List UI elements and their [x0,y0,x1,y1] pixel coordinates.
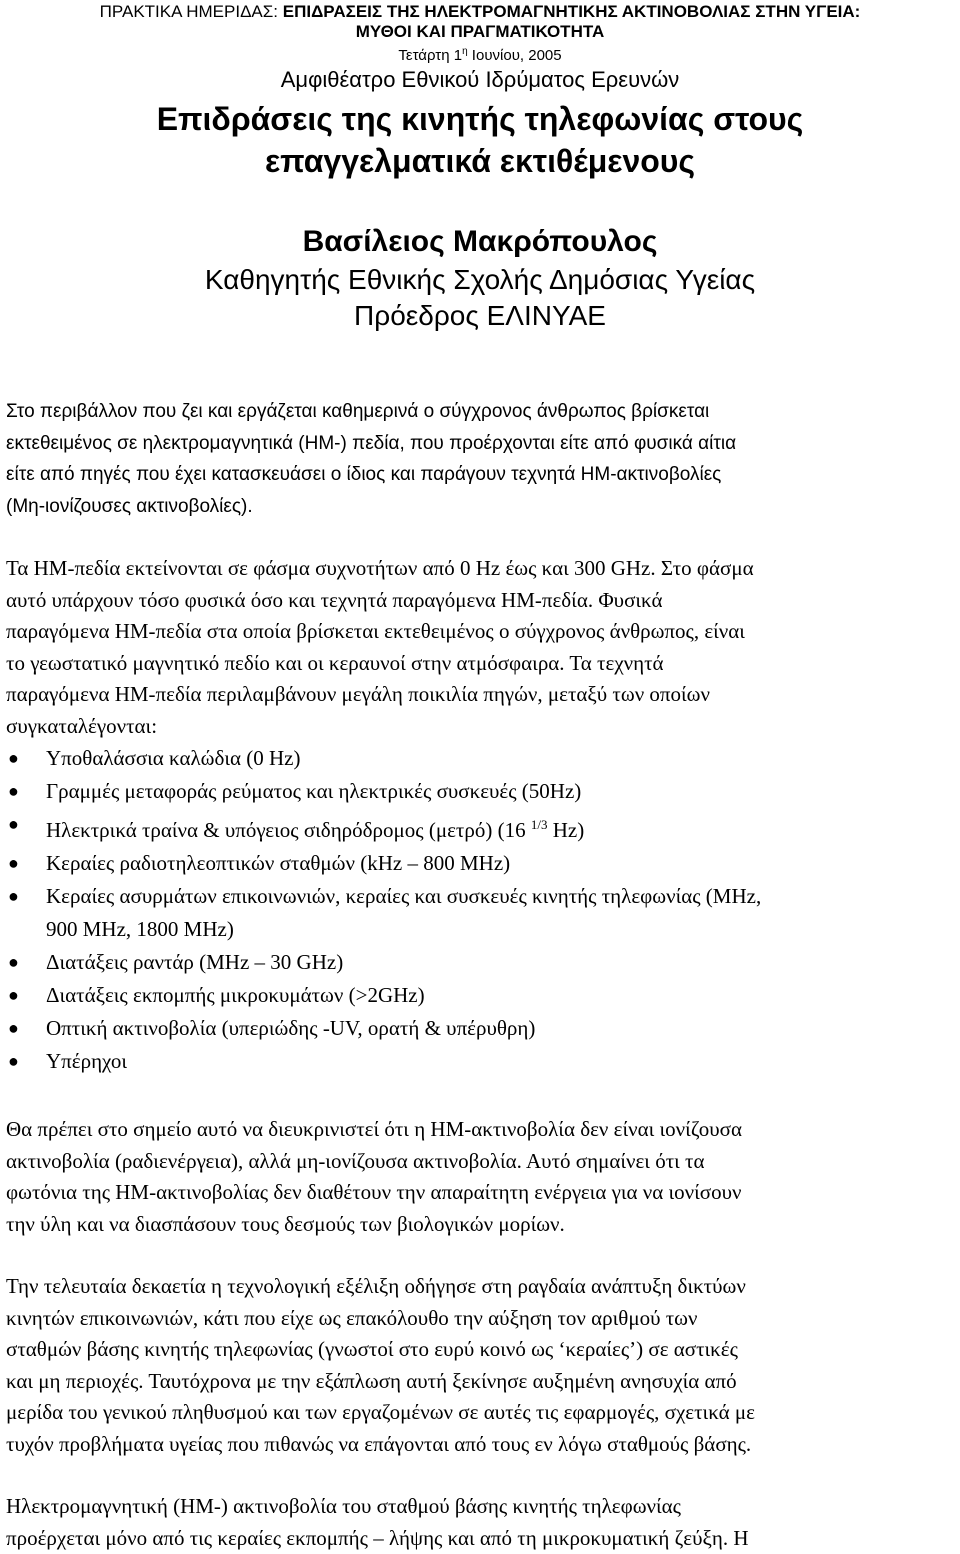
bullet-icon: ● [8,880,19,913]
paragraph-line: το γεωστατικό μαγνητικό πεδίο και οι κεραυνοί στην ατμόσφαιρα. Τα τεχνητά [6,648,954,680]
proceedings-line-1 [0,2,960,22]
paragraph-line: Στο περιβάλλον που ζει και εργάζεται καθημερινά ο σύγχρονος άνθρωπος βρίσκεται [6,396,954,428]
bullet-icon: ● [8,742,19,775]
bullet-icon: ● [8,775,19,808]
list-item [0,1012,960,1045]
paragraph-line: φωτόνια της ΗΜ-ακτινοβολίας δεν διαθέτουν την απαραίτητη ενέργεια για να ιονίσουν [6,1177,954,1209]
conference-date [0,42,960,66]
paragraph-line: (Μη-ιονίζουσες ακτινοβολίες). [6,491,954,523]
bullet-icon: ● [8,808,19,841]
list-item-text: Κεραίες ασυρμάτων επικοινωνιών, κεραίες και συσκευές κινητής τηλεφωνίας (MHz, [46,880,960,913]
paragraph-line: τυχόν προβλήματα υγείας που πιθανώς να επάγονται από τους εν λόγω σταθμούς βάσης. [6,1429,954,1461]
spectrum-paragraph [0,553,960,742]
paragraph-line: σταθμών βάσης κινητής τηλεφωνίας (γνωστοί στο ευρύ κοινό ως ‘κεραίες’) σε αστικές [6,1334,954,1366]
conference-title: ΕΠΙΔΡΑΣΕΙΣ ΤΗΣ ΗΛΕΚΤΡΟΜΑΓΝΗΤΙΚΗΣ ΑΚΤΙΝΟΒΟΛΙΑΣ ΣΤΗΝ ΥΓΕΙΑ: [283,2,861,21]
list-item-text: Διατάξεις ραντάρ (MHz – 30 GHz) [46,950,343,974]
author-name: Βασίλειος Μακρόπουλος [0,222,960,262]
paragraph-line: Θα πρέπει στο σημείο αυτό να διευκρινιστεί ότι η ΗΜ-ακτινοβολία δεν είναι ιονίζουσα [6,1114,954,1146]
paragraph-line: είτε από πηγές που έχει κατασκευάσει ο ίδιος και παράγουν τεχνητά ΗΜ-ακτινοβολίες [6,459,954,491]
paragraph-line: μερίδα του γενικού πληθυσμού και των εργαζομένων σε αυτές τις εφαρμογές, σχετικά με [6,1397,954,1429]
non-ionizing-paragraph [0,1114,960,1240]
paragraph-line: Τα ΗΜ-πεδία εκτείνονται σε φάσμα συχνοτήτων από 0 Hz έως και 300 GHz. Στο φάσμα [6,553,954,585]
paragraph-line: παραγόμενα ΗΜ-πεδία στα οποία βρίσκεται εκτεθειμένος ο σύγχρονος άνθρωπος, είναι [6,616,954,648]
author-position-2: Πρόεδρος ΕΛΙΝΥΑΕ [0,298,960,334]
author-position-1: Καθηγητής Εθνικής Σχολής Δημόσιας Υγείας [0,262,960,298]
list-item [0,979,960,1012]
list-item [0,946,960,979]
conference-subtitle: ΜΥΘΟΙ ΚΑΙ ΠΡΑΓΜΑΤΙΚΟΤΗΤΑ [0,22,960,42]
list-item-text: Γραμμές μεταφοράς ρεύματος και ηλεκτρικές συσκευές (50Hz) [46,779,581,803]
radiation-source-paragraph [0,1491,960,1554]
list-item-text: Ηλεκτρικά τραίνα & υπόγειος σιδηρόδρομος (μετρό) (16 [46,818,531,842]
paragraph-line: παραγόμενα ΗΜ-πεδία περιλαμβάνουν μεγάλη ποικιλία πηγών, μεταξύ των οποίων [6,679,954,711]
list-item-text: Διατάξεις εκπομπής μικροκυμάτων (>2GHz) [46,983,425,1007]
bullet-icon: ● [8,1012,19,1045]
paper-title [0,98,960,182]
list-item-superscript: 1/3 [531,817,548,832]
paragraph-line: εκτεθειμένος σε ηλεκτρομαγνητικά (ΗΜ-) πεδία, που προέρχονται είτε από φυσικά αίτια [6,428,954,460]
date-ordinal: η [462,46,468,57]
base-stations-paragraph [0,1271,960,1460]
bullet-icon: ● [8,979,19,1012]
proceedings-header [0,2,960,94]
paragraph-line: Ηλεκτρομαγνητική (ΗΜ-) ακτινοβολία του σταθμού βάσης κινητής τηλεφωνίας [6,1491,954,1523]
list-item [0,847,960,880]
paragraph-line: κινητών επικοινωνιών, κάτι που είχε ως επακόλουθο την αύξηση τον αριθμού των [6,1303,954,1335]
paragraph-line: προέρχεται μόνο από τις κεραίες εκπομπής – λήψης και από τη μικροκυματική ζεύξη. Η [6,1523,954,1554]
list-item [0,808,960,847]
bullet-icon: ● [8,847,19,880]
list-item-text: Οπτική ακτινοβολία (υπεριώδης -UV, ορατή & υπέρυθρη) [46,1016,535,1040]
paragraph-line: Την τελευταία δεκαετία η τεχνολογική εξέλιξη οδήγησε στη ραγδαία ανάπτυξη δικτύων [6,1271,954,1303]
bullet-icon: ● [8,946,19,979]
paragraph-line: την ύλη και να διασπάσουν τους δεσμούς των βιολογικών μορίων. [6,1209,954,1241]
list-item [0,1045,960,1078]
paragraph-line: αυτό υπάρχουν τόσο φυσικά όσο και τεχνητά παραγόμενα ΗΜ-πεδία. Φυσικά [6,585,954,617]
bullet-icon: ● [8,1045,19,1078]
date-day: Τετάρτη 1 [398,47,462,64]
proceedings-prefix: ΠΡΑΚΤΙΚΑ ΗΜΕΡΙΔΑΣ: [100,2,283,21]
list-item-text: Υποθαλάσσια καλώδια (0 Hz) [46,746,300,770]
paragraph-line: ακτινοβολία (ραδιενέργεια), αλλά μη-ιονίζουσα ακτινοβολία. Αυτό σημαίνει ότι τα [6,1146,954,1178]
paragraph-line: συγκαταλέγονται: [6,711,954,743]
paper-title-line-2: επαγγελματικά εκτιθέμενους [0,140,960,182]
paper-title-line-1: Επιδράσεις της κινητής τηλεφωνίας στους [0,98,960,140]
list-item-text: Υπέρηχοι [46,1049,127,1073]
intro-paragraph [0,396,960,522]
list-item [0,880,960,946]
list-item [0,742,960,775]
list-item-text: 900 MHz, 1800 MHz) [46,913,960,946]
em-sources-list [0,742,960,1078]
date-month-year: Ιουνίου, 2005 [468,47,562,64]
paragraph-line: και μη περιοχές. Ταυτόχρονα με την εξάπλωση αυτή ξεκίνησε αυξημένη ανησυχία από [6,1366,954,1398]
list-item [0,775,960,808]
list-item-text: Hz) [547,818,584,842]
conference-venue: Αμφιθέατρο Εθνικού Ιδρύματος Ερευνών [0,66,960,94]
list-item-text: Κεραίες ραδιοτηλεοπτικών σταθμών (kHz – 800 MHz) [46,851,510,875]
